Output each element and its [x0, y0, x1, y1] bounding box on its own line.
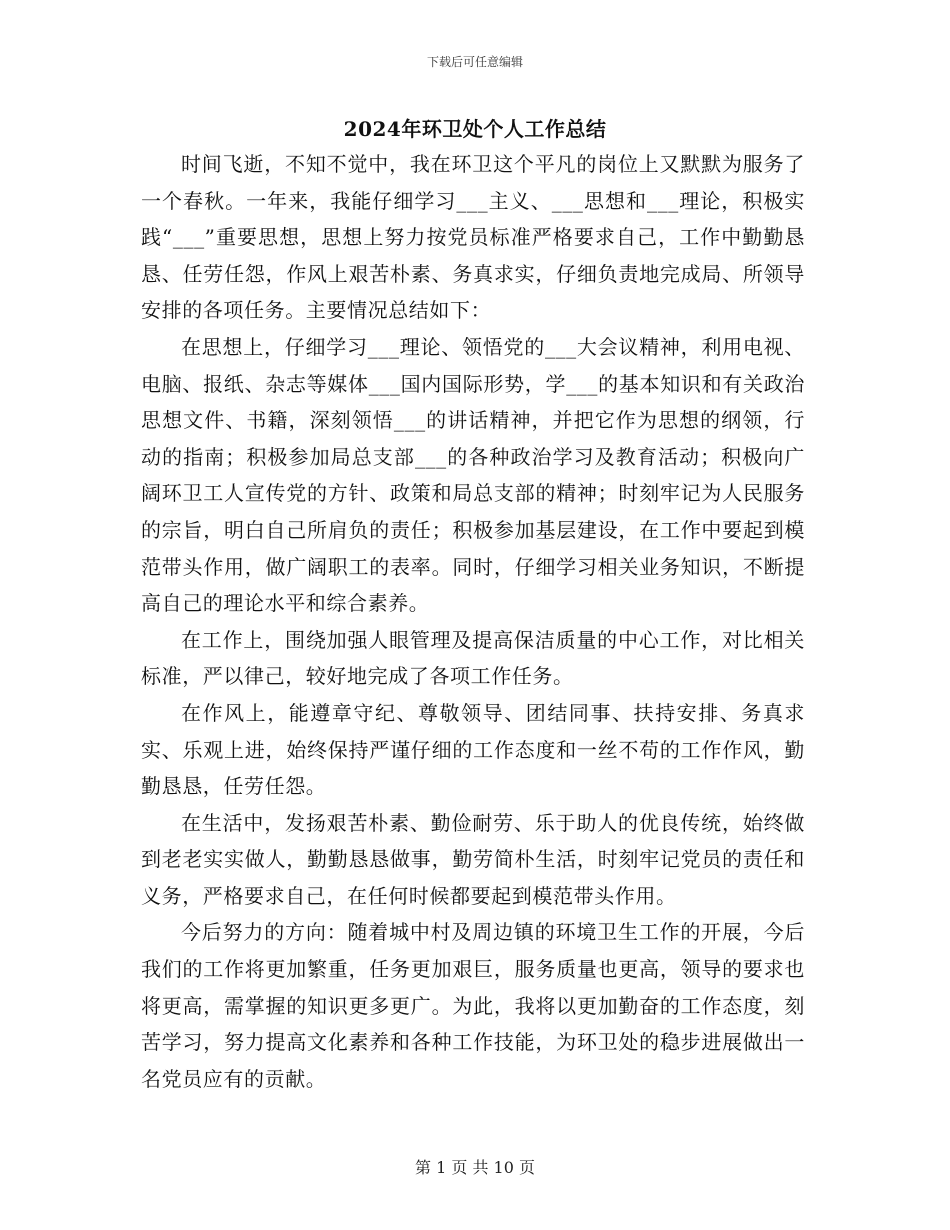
- paragraph-future: 今后努力的方向：随着城中村及周边镇的环境卫生工作的开展，今后我们的工作将更加繁重，任务更加艰巨，服务质量也更高，领导的要求也将更高，需掌握的知识更多更广。为此，我将以更加勤奋的工作态度，刻苦学习，努力提高文化素养和各种工作技能，为环卫处的稳步进展做出一名党员应有的贡献。: [141, 920, 805, 1091]
- paragraph-life: 在生活中，发扬艰苦朴素、勤俭耐劳、乐于助人的优良传统，始终做到老老实实做人，勤勤恳恳做事，勤劳简朴生活，时刻牢记党员的责任和义务，严格要求自己，在任何时候都要起到模范带头作用。: [141, 810, 805, 908]
- page-number: 第 1 页 共 10 页: [415, 1158, 535, 1177]
- document-title: 2024年环卫处个人工作总结: [343, 117, 607, 141]
- paragraph-intro: 时间飞逝，不知不觉中，我在环卫这个平凡的岗位上又默默为服务了一个春秋。一年来，我能仔细学习___主义、___思想和___理论，积极实践“___”重要思想，思想上努力按党员标准严格要求自己，工作中勤勤恳恳、任劳任怨，作风上艰苦朴素、务真求实，仔细负责地完成局、所领导安排的各项任务。主要情况总结如下：: [141, 152, 805, 323]
- document-body: [141, 146, 805, 1097]
- page-header-note: 下载后可任意编辑: [426, 55, 523, 69]
- paragraph-work: 在工作上，围绕加强人眼管理及提高保洁质量的中心工作，对比相关标准，严以律己，较好地完成了各项工作任务。: [141, 627, 805, 689]
- paragraph-ideology: 在思想上，仔细学习___理论、领悟党的___大会议精神，利用电视、电脑、报纸、杂志等媒体___国内国际形势，学___的基本知识和有关政治思想文件、书籍，深刻领悟___的讲话精神，并把它作为思想的纲领，行动的指南；积极参加局总支部___的各种政治学习及教育活动；积极向广阔环卫工人宣传党的方针、政策和局总支部的精神；时刻牢记为人民服务的宗旨，明白自己所肩负的责任；积极参加基层建设，在工作中要起到模范带头作用，做广阔职工的表率。同时，仔细学习相关业务知识，不断提高自己的理论水平和综合素养。: [141, 334, 805, 616]
- paragraph-style: 在作风上，能遵章守纪、尊敬领导、团结同事、扶持安排、务真求实、乐观上进，始终保持严谨仔细的工作态度和一丝不苟的工作作风，勤勤恳恳，任劳任怨。: [141, 700, 805, 799]
